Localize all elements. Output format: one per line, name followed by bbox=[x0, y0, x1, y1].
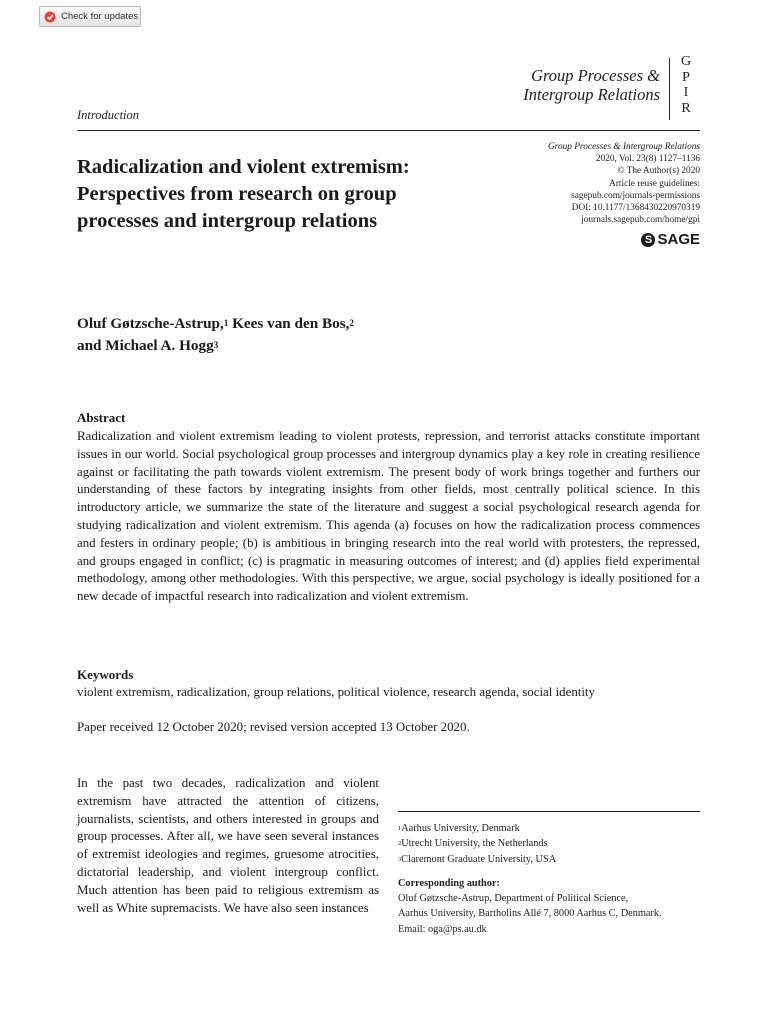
journal-logo-line2: Intergroup Relations bbox=[523, 85, 660, 104]
meta-journal-name: Group Processes & Intergroup Relations bbox=[547, 142, 700, 152]
corresponding-line: Aarhus University, Bartholins Allé 7, 8000 Aarhus C, Denmark. bbox=[398, 908, 662, 920]
section-label: Introduction bbox=[77, 108, 140, 122]
affiliation-text: Aarhus University, Denmark bbox=[401, 823, 520, 834]
meta-doi[interactable]: DOI: 10.1177/1368430220970319 bbox=[571, 203, 700, 214]
abstract-text: Radicalization and violent extremism leading to violent protests, repression, and terrorist attacks constitute important issues in our world. Social psychological group processes and intergroup dynamics play a key role in creating resilience against or facilitating the path towards violent extremism. The present body of work brings together and furthers our understanding of these factors by integrating insights from other fields, most centrally political science. In this introductory article, we summarize the state of the literature and suggest a social psychological research agenda for studying radicalization and violent extremism. This agenda (a) focuses on how the radicalization process commences and festers in ordinary people; (b) is ambitious in bringing research into the real world with protesters, the repressed, and groups engaged in conflict; (c) is pragmatic in measuring outcomes of interest; and (d) applies field experimental methodology, among other methodologies. With this perspective, we argue, social psychology is ideally positioned for a new decade of impactful research into radicalization and violent extremism. bbox=[77, 429, 700, 604]
author-affil-marker: 2 bbox=[349, 318, 354, 328]
sage-logo bbox=[641, 231, 700, 248]
corresponding-email[interactable]: Email: oga@ps.au.dk bbox=[398, 923, 487, 935]
monogram-letter: G bbox=[680, 54, 692, 69]
journal-monogram bbox=[679, 54, 693, 116]
affiliation-text: Claremont Graduate University, USA bbox=[401, 853, 557, 865]
crossmark-icon bbox=[44, 11, 56, 23]
article-metadata bbox=[548, 141, 700, 226]
author-name: Oluf Gøtzsche-Astrup, bbox=[77, 315, 224, 332]
affiliation-item bbox=[398, 836, 556, 851]
received-dates: Paper received 12 October 2020; revised version accepted 13 October 2020. bbox=[77, 720, 470, 734]
affiliation-item bbox=[398, 821, 556, 836]
corresponding-line: Oluf Gøtzsche-Astrup, Department of Political Science, bbox=[398, 893, 629, 905]
monogram-letter: R bbox=[681, 100, 691, 116]
meta-reuse-link[interactable]: sagepub.com/journals-permissions bbox=[571, 190, 700, 201]
monogram-letter: P bbox=[682, 69, 690, 85]
journal-logo bbox=[523, 66, 660, 104]
meta-copyright: © The Author(s) 2020 bbox=[617, 166, 700, 177]
footnote-rule bbox=[398, 811, 700, 812]
meta-volume: 2020, Vol. 23(8) 1127–1136 bbox=[595, 154, 700, 165]
affiliations bbox=[398, 821, 556, 867]
sage-wordmark: SAGE bbox=[657, 231, 700, 248]
check-for-updates-label: Check for updates bbox=[61, 11, 139, 22]
keywords-text: violent extremism, radicalization, group relations, political violence, research agenda, social identity bbox=[77, 685, 595, 699]
header-rule bbox=[77, 130, 700, 131]
abstract-heading: Abstract bbox=[77, 410, 126, 425]
logo-divider bbox=[669, 58, 670, 120]
affiliation-number: 1 bbox=[398, 825, 402, 832]
affiliation-number: 3 bbox=[398, 855, 402, 863]
monogram-letter: I bbox=[683, 85, 689, 101]
affiliation-text: Utrecht University, the Netherlands bbox=[401, 838, 548, 850]
meta-reuse-label: Article reuse guidelines: bbox=[609, 178, 700, 189]
article-title: Radicalization and violent extremism: Perspectives from research on group processes and intergroup relations bbox=[77, 156, 410, 232]
sage-s-icon: S bbox=[641, 233, 655, 247]
corresponding-author bbox=[398, 876, 708, 937]
author-affil-marker: 1 bbox=[223, 318, 229, 328]
author-name: Kees van den Bos, bbox=[232, 315, 350, 332]
affiliation-item bbox=[398, 852, 556, 867]
body-paragraph: In the past two decades, radicalization and violent extremism have attracted the attention of citizens, journalists, scientists, and others interested in groups and group processes. After all, we have seen several instances of extremist ideologies and regimes, gruesome atrocities, dictatorial leadership, and violent intergroup conflict. Much attention has been paid to religious extremism as well as White supremacists. We have also seen instances bbox=[77, 776, 379, 915]
author-name: and Michael A. Hogg bbox=[77, 337, 214, 354]
author-list bbox=[77, 313, 497, 357]
corresponding-heading: Corresponding author: bbox=[398, 878, 500, 889]
author-affil-marker: 3 bbox=[213, 340, 219, 350]
affiliation-number: 2 bbox=[398, 840, 402, 848]
keywords-heading: Keywords bbox=[77, 667, 134, 682]
journal-logo-line1: Group Processes & bbox=[531, 66, 660, 85]
check-for-updates-button[interactable] bbox=[39, 6, 141, 27]
meta-home-link[interactable]: journals.sagepub.com/home/gpi bbox=[581, 215, 700, 226]
